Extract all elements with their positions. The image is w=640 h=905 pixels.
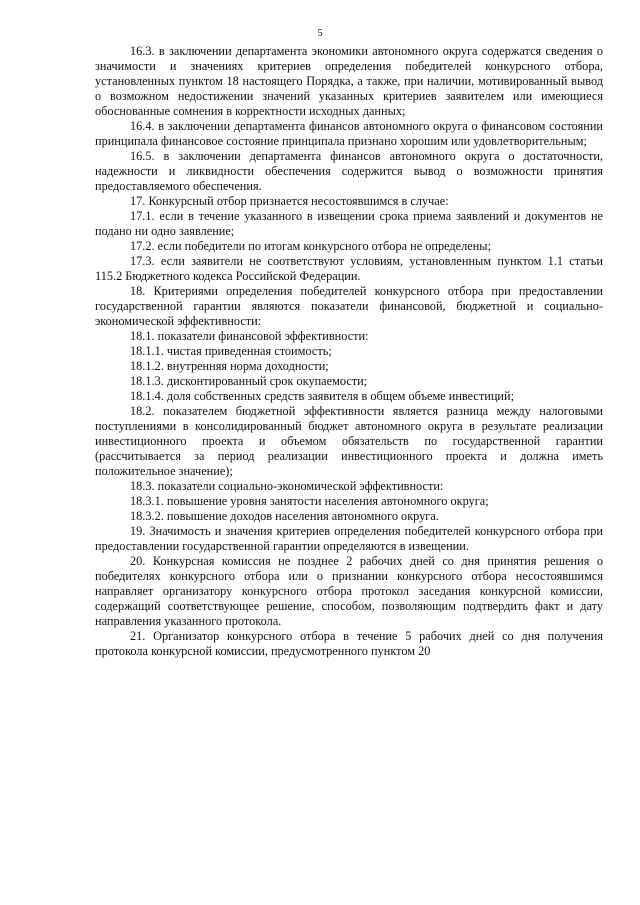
paragraph-17-2: 17.2. если победители по итогам конкурсного отбора не определены; xyxy=(130,239,491,253)
paragraph-16-5: 16.5. в заключении департамента финансов автономного округа о достаточности, надежности и ликвидности обеспечения содержится вывод о возможности принятия предоставляемого обеспечения. xyxy=(95,149,603,193)
paragraph-19: 19. Значимость и значения критериев определения победителей конкурсного отбора при предоставлении государственной гарантии определяются в извещении. xyxy=(95,524,603,553)
paragraph-17-1: 17.1. если в течение указанного в извещении срока приема заявлений и документов не подано ни одно заявление; xyxy=(95,209,603,238)
paragraph-18: 18. Критериями определения победителей конкурсного отбора при предоставлении государственной гарантии являются показатели финансовой, бюджетной и социально-экономической эффективности: xyxy=(95,284,603,328)
paragraph-18-3-2: 18.3.2. повышение доходов населения автономного округа. xyxy=(130,509,439,523)
paragraph-18-3: 18.3. показатели социально-экономической эффективности: xyxy=(130,479,444,493)
paragraph-16-4: 16.4. в заключении департамента финансов автономного округа о финансовом состоянии принципала финансовое состояние принципала признано хорошим или удовлетворительным; xyxy=(95,119,603,148)
paragraph-18-1-2: 18.1.2. внутренняя норма доходности; xyxy=(130,359,329,373)
page-number: 5 xyxy=(317,28,323,39)
paragraph-20: 20. Конкурсная комиссия не позднее 2 рабочих дней со дня принятия решения о победителях конкурсного отбора или о признании конкурсного отбора несостоявшимся направляет организатору конкурсного отбора протокол заседания конкурсной комиссии, содержащий соответствующее решение, способом, позволяющим подтвердить факт и дату направления указанного протокола. xyxy=(95,554,603,628)
paragraph-16-3: 16.3. в заключении департамента экономики автономного округа содержатся сведения о значимости и значениях критериев определения победителей конкурсного отбора, установленных пунктом 18 настоящего Порядка, а также, при наличии, мотивированный вывод о возможном недостижении значений указанных критериев заявителем или имеющиеся обоснованные сомнения в корректности исходных данных; xyxy=(95,44,603,118)
document-body xyxy=(95,44,603,659)
paragraph-17: 17. Конкурсный отбор признается несостоявшимся в случае: xyxy=(130,194,449,208)
paragraph-18-1: 18.1. показатели финансовой эффективности: xyxy=(130,329,369,343)
paragraph-18-3-1: 18.3.1. повышение уровня занятости населения автономного округа; xyxy=(130,494,489,508)
paragraph-18-1-3: 18.1.3. дисконтированный срок окупаемости; xyxy=(130,374,368,388)
paragraph-18-1-1: 18.1.1. чистая приведенная стоимость; xyxy=(130,344,332,358)
paragraph-18-2: 18.2. показателем бюджетной эффективности является разница между налоговыми поступлениями в консолидированный бюджет автономного округа в результате реализации инвестиционного проекта и объемом обязательств по государственной гарантии (рассчитывается за период реализации инвестиционного проекта и должна иметь положительное значение); xyxy=(95,404,603,478)
paragraph-18-1-4: 18.1.4. доля собственных средств заявителя в общем объеме инвестиций; xyxy=(130,389,514,403)
paragraph-17-3: 17.3. если заявители не соответствуют условиям, установленным пунктом 1.1 статьи 115.2 Бюджетного кодекса Российской Федерации. xyxy=(95,254,603,283)
paragraph-21: 21. Организатор конкурсного отбора в течение 5 рабочих дней со дня получения протокола конкурсной комиссии, предусмотренного пунктом 20 xyxy=(95,629,603,658)
